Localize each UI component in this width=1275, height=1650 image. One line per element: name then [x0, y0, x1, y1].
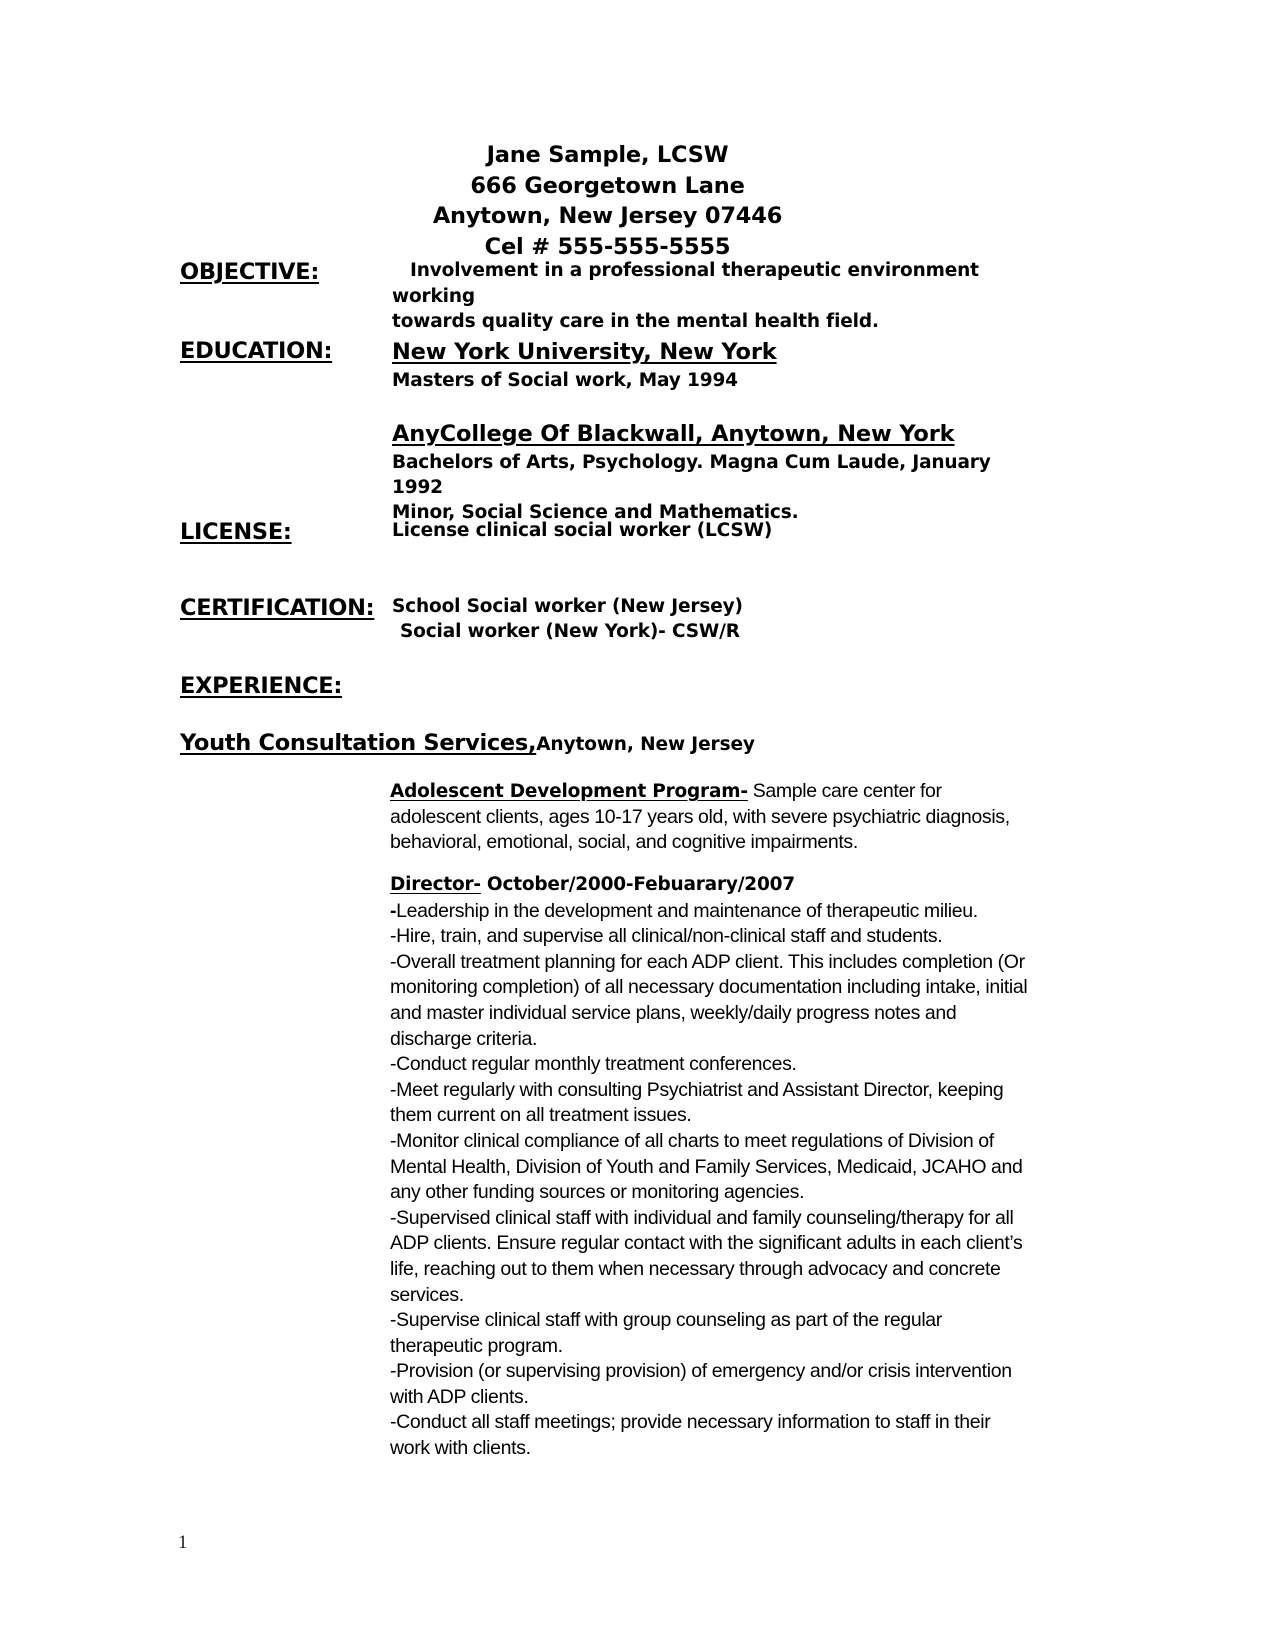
street-address: 666 Georgetown Lane: [470, 172, 745, 199]
license-label: LICENSE:: [180, 519, 292, 545]
certification-value-2: Social worker (New York)- CSW/R: [400, 621, 740, 642]
education-label: EDUCATION:: [180, 338, 333, 364]
school-2-detail-2: Minor, Social Science and Mathematics.: [392, 502, 799, 523]
candidate-name: Jane Sample, LCSW: [486, 142, 729, 168]
city-state-zip: Anytown, New Jersey 07446: [432, 203, 783, 229]
school-2-name: AnyCollege Of Blackwall, Anytown, New York: [392, 421, 955, 447]
duties-block: [390, 872, 1035, 1462]
phone-number: Cel # 555-555-5555: [484, 233, 731, 260]
objective-line-2: towards quality care in the mental health field.: [392, 311, 879, 332]
license-body: [392, 518, 1040, 543]
program-title: Adolescent Development Program-: [390, 781, 748, 802]
duty-item: -Meet regularly with consulting Psychiatrist and Assistant Director, keeping them current on all treatment issues.: [390, 1078, 1004, 1127]
role-dates: October/2000-Febuarary/2007: [480, 874, 795, 895]
certification-value-1: School Social worker (New Jersey): [392, 596, 743, 617]
duty-item: -Supervised clinical staff with individual and family counseling/therapy for all ADP clients. Ensure regular contact with the significant adults in each client’s life, reaching out to them when necessary through advocacy and concrete services.: [390, 1206, 1023, 1306]
program-description-block: [390, 779, 1035, 856]
role-title: Director-: [390, 874, 481, 895]
program-description: Sample care center for adolescent clients, ages 10-17 years old, with severe psychiatric diagnosis, behavioral, emotional, social, and cognitive impairments.: [390, 780, 1010, 854]
objective-body: [392, 258, 1040, 334]
objective-line-1: Involvement in a professional therapeutic environment working: [392, 260, 979, 307]
section-license: [180, 518, 1040, 546]
experience-label: EXPERIENCE:: [180, 673, 343, 699]
duty-item: -Conduct regular monthly treatment conferences.: [390, 1053, 797, 1076]
duty-item: -Supervise clinical staff with group counseling as part of the regular therapeutic program.: [390, 1309, 942, 1357]
education-body: [392, 337, 1040, 525]
page-number: 1: [178, 1532, 188, 1553]
certification-label: CERTIFICATION:: [180, 595, 375, 621]
school-2-detail-1: Bachelors of Arts, Psychology. Magna Cum Laude, January 1992: [392, 452, 991, 498]
education-spacer: [392, 393, 1040, 419]
duty-item: -Conduct all staff meetings; provide necessary information to staff in their work with clients.: [390, 1411, 991, 1460]
duty-item: -Leadership in the development and maintenance of therapeutic milieu.: [390, 899, 978, 922]
school-1-name: New York University, New York: [392, 339, 777, 365]
contact-header: [180, 140, 1035, 262]
employer-line: [180, 728, 755, 758]
duty-item: -Overall treatment planning for each ADP client. This includes completion (Or monitoring completion) of all necessary documentation including intake, initial and master individual service plans, weekly/daily progress notes and discharge criteria.: [390, 950, 1028, 1050]
employer-name: Youth Consultation Services,: [180, 730, 537, 756]
license-value: License clinical social worker (LCSW): [392, 520, 773, 541]
section-objective: [180, 258, 1040, 334]
duty-item: -Hire, train, and supervise all clinical/non-clinical staff and students.: [390, 925, 943, 948]
duty-item: -Monitor clinical compliance of all charts to meet regulations of Division of Mental Health, Division of Youth and Family Services, Medicaid, JCAHO and any other funding sources or monitoring agencies.: [390, 1129, 1023, 1204]
section-education: [180, 337, 1040, 525]
objective-label: OBJECTIVE:: [180, 259, 320, 285]
employer-location: Anytown, New Jersey: [536, 734, 755, 755]
duties-list: [390, 899, 1035, 1462]
certification-body: [392, 594, 1040, 644]
duty-item: -Provision (or supervising provision) of emergency and/or crisis intervention with ADP clients.: [390, 1360, 1012, 1408]
role-line: [390, 872, 1035, 898]
section-certification: [180, 594, 1040, 644]
school-1-detail: Masters of Social work, May 1994: [392, 370, 738, 391]
